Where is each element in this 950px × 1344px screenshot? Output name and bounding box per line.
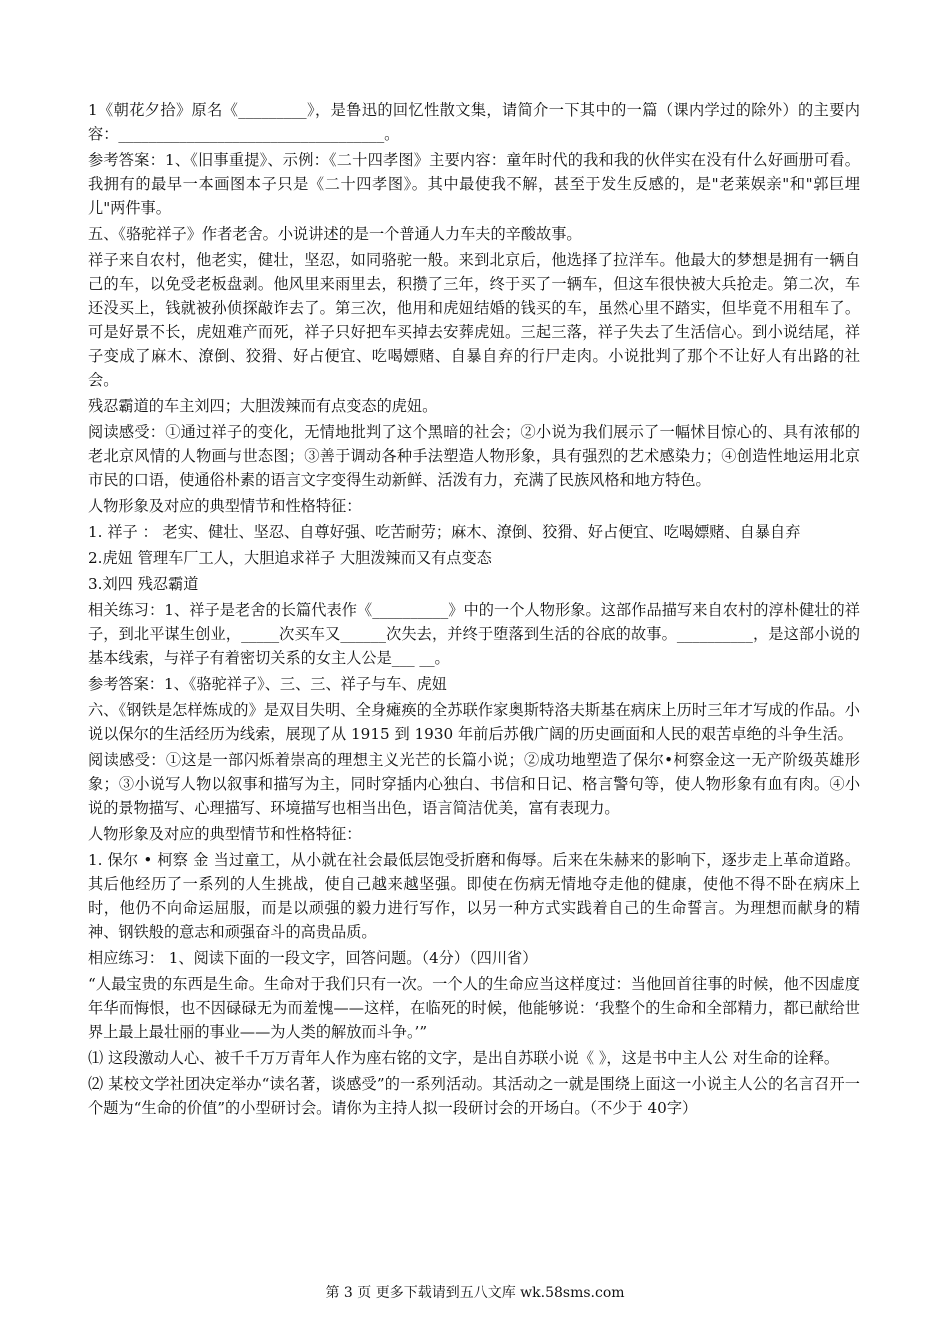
xiangzi-plot-summary: 祥子来自农村，他老实，健壮，坚忍，如同骆驼一般。来到北京后，他选择了拉洋车。他最大的梦想是拥有一辆自己的车，以免受老板盘剥。他风里来雨里去，积攒了三年，终于买了一辆车，但这车很快被大兵抢走。第二次，车还没买上，钱就被孙侦探敲诈去了。第三次，他用和虎妞结婚的钱买的车，虽然心里不踏实，但毕竟不用租车了。可是好景不长，虎妞难产而死，祥子只好把车买掉去安葬虎妞。三起三落，祥子失去了生活信心。到小说结尾，祥子变成了麻木、潦倒、狡猾、好占便宜、吃喝嫖赌、自暴自弃的行尸走肉。小说批判了那个不让好人有出路的社会。 — [88, 251, 860, 389]
character-liu-si: 3.刘四 残忍霸道 — [88, 575, 199, 593]
character-xiangzi: 1. 祥子 ： 老实、健壮、坚忍、自尊好强、吃苦耐劳；麻木、潦倒、狡猾、好占便宜、吃喝嫖赌、自暴自弃 — [88, 523, 801, 541]
gangtie-quote: “人最宝贵的东西是生命。生命对于我们只有一次。一个人的生命应当这样度过：当他回首往事的时候，他不因虚度年华而悔恨，也不因碌碌无为而羞愧——这样，在临死的时候，他能够说：‘我整个的生命和全部精力，都已献给世界上最上最壮丽的事业——为人类的解放而斗争。’” — [88, 975, 860, 1041]
xiangzi-other-characters: 残忍霸道的车主刘四；大胆泼辣而有点变态的虎妞。 — [88, 397, 438, 415]
character-paul-korchagin: 1. 保尔 • 柯察 金 当过童工，从小就在社会最低层饱受折磨和侮辱。后来在朱赫来的影响下，逐步走上革命道路。其后他经历了一系列的人生挑战，使自己越来越坚强。即使在伤病无情地夺走他的健康，使他不得不卧在病床上时，他仍不向命运屈服，而是以顽强的毅力进行写作，以另一种方式实践着自己的生命誓言。为理想而献身的精神、钢铁般的意志和顽强奋斗的高贵品质。 — [88, 851, 860, 941]
gangtie-characters-heading: 人物形象及对应的典型情节和性格特征： — [88, 825, 362, 843]
answer-zhaohua-xishi: 参考答案：1、《旧事重提》、示例：《二十四孝图》主要内容：童年时代的我和我的伙伴实在没有什么好画册可看。我拥有的最早一本画图本子只是《二十四孝图》。其中最使我不解，甚至于发生反感的，是"老莱娱亲"和"郭巨埋儿"两件事。 — [88, 151, 860, 217]
xiangzi-characters-heading: 人物形象及对应的典型情节和性格特征： — [88, 497, 362, 515]
gangtie-question-2: ⑵ 某校文学社团决定举办“读名著，谈感受”的一系列活动。其活动之一就是围绕上面这一小说主人公的名言召开一个题为“生命的价值”的小型研讨会。请你为主持人拟一段研讨会的开场白。（不少于 40字） — [88, 1075, 860, 1117]
page-footer: 第 3 页 更多下载请到五八文库 wk.58sms.com — [325, 1285, 625, 1301]
xiangzi-answer: 参考答案：1、《骆驼祥子》、三、三、祥子与车、虎妞 — [88, 675, 447, 693]
gangtie-exercise-heading: 相应练习： 1、阅读下面的一段文字，回答问题。（4分）（四川省） — [88, 949, 538, 967]
gangtie-reading-impressions: 阅读感受：①这是一部闪烁着崇高的理想主义光芒的长篇小说；②成功地塑造了保尔•柯察金这一无产阶级英雄形象；③小说写人物以叙事和描写为主，同时穿插内心独白、书信和日记、格言警句等，使人物形象有血有肉。④小说的景物描写、心理描写、环境描写也相当出色，语言简洁优美，富有表现力。 — [88, 751, 860, 817]
section-luotuo-xiangzi-intro: 五、《骆驼祥子》作者老舍。小说讲述的是一个普通人力车夫的辛酸故事。 — [88, 225, 582, 243]
character-hu-niu: 2.虎妞 管理车厂工人，大胆追求祥子 大胆泼辣而又有点变态 — [88, 549, 492, 567]
document-body — [88, 98, 860, 1120]
question-zhaohua-xishi: 1《朝花夕拾》原名《_________》，是鲁迅的回忆性散文集，请简介一下其中的一篇（课内学过的除外）的主要内容：___________________________________。 — [88, 101, 860, 143]
section-gangtie-intro: 六、《钢铁是怎样炼成的》是双目失明、全身瘫痪的全苏联作家奥斯特洛夫斯基在病床上历时三年才写成的作品。小说以保尔的生活经历为线索，展现了从 1915 到 1930 年前后苏俄广阔的历史画面和人民的艰苦卓绝的斗争生活。 — [88, 701, 860, 743]
xiangzi-exercise: 相关练习：1、祥子是老舍的长篇代表作《__________》中的一个人物形象。这部作品描写来自农村的淳朴健壮的祥子，到北平谋生创业，_____次买车又______次失去，并终于堕落到生活的谷底的故事。__________，是这部小说的基本线索，与祥子有着密切关系的女主人公是___ __。 — [88, 601, 860, 667]
xiangzi-reading-impressions: 阅读感受：①通过祥子的变化，无情地批判了这个黑暗的社会；②小说为我们展示了一幅怵目惊心的、具有浓郁的老北京风情的人物画与世态图；③善于调动各种手法塑造人物形象，具有强烈的艺术感染力；④创造性地运用北京市民的口语，使通俗朴素的语言文字变得生动新鲜、活泼有力，充满了民族风格和地方特色。 — [88, 423, 860, 489]
gangtie-question-1: ⑴ 这段激动人心、被千千万万青年人作为座右铭的文字，是出自苏联小说《 》，这是书中主人公 对生命的诠释。 — [88, 1049, 840, 1067]
